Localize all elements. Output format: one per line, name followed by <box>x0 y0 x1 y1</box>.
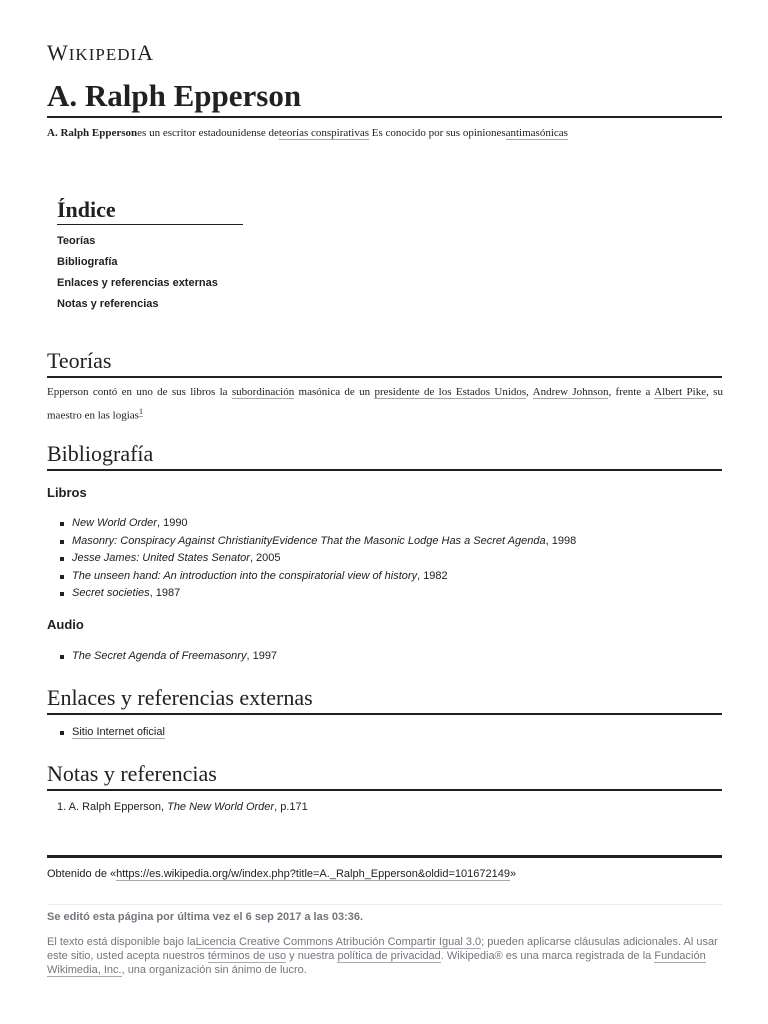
reference-author: A. Ralph Epperson, <box>66 801 168 813</box>
list-item <box>57 533 717 551</box>
table-of-contents <box>57 196 243 315</box>
subheading-audio: Audio <box>47 617 84 632</box>
reference-number[interactable]: 1. <box>57 801 67 813</box>
references-list <box>57 799 308 816</box>
link-subordinacion[interactable]: subordinación <box>231 386 295 398</box>
logo-letter: W <box>47 40 69 65</box>
teorias-text: masónica de un <box>294 386 375 398</box>
book-title: New World Order <box>72 517 157 529</box>
book-year: , 2005 <box>249 552 281 564</box>
book-year: , 1987 <box>149 587 181 599</box>
list-item <box>57 550 717 568</box>
license-text-part: El texto está disponible bajo la <box>47 936 196 948</box>
book-title: Secret societies <box>72 587 150 599</box>
link-andrew-johnson[interactable]: Andrew Johnson <box>532 386 609 398</box>
reference-page: , p.171 <box>274 801 308 813</box>
link-antimasonicas[interactable]: antimasónicas <box>505 127 568 139</box>
retrieved-from <box>47 866 516 882</box>
enlaces-list <box>57 724 717 742</box>
list-item <box>57 648 717 666</box>
link-teorias-conspirativas[interactable]: teorías conspirativas <box>278 127 370 139</box>
teorias-text: , frente a <box>608 386 655 398</box>
teorias-text: Epperson contó en uno de sus libros la <box>47 386 232 398</box>
wikipedia-logo[interactable] <box>47 40 154 66</box>
section-heading-enlaces: Enlaces y referencias externas <box>47 684 722 715</box>
page-title: A. Ralph Epperson <box>47 76 722 118</box>
link-presidente-eeuu[interactable]: presidente de los Estados Unidos <box>374 386 527 398</box>
lead-subject: A. Ralph Epperson <box>47 127 138 139</box>
logo-letters: IKIPEDI <box>68 45 138 64</box>
link-terminos-de-uso[interactable]: términos de uso <box>207 950 287 962</box>
retrieved-url-link[interactable]: https://es.wikipedia.org/w/index.php?title=A._Ralph_Epperson&oldid=101672149 <box>116 868 510 880</box>
lead-paragraph <box>47 126 723 140</box>
lead-text: Es conocido por sus opiniones <box>369 127 506 139</box>
reference-work: The New World Order <box>167 801 275 813</box>
license-text-part: . Wikipedia® es una marca registrada de la <box>440 950 655 962</box>
lead-text: es un escritor estadounidense de <box>137 127 279 139</box>
teorias-paragraph <box>47 383 723 426</box>
teorias-text: , <box>526 386 533 398</box>
license-text-part: , una organización sin ánimo de lucro. <box>121 964 307 976</box>
book-year: , 1998 <box>545 534 577 547</box>
link-politica-privacidad[interactable]: política de privacidad <box>337 950 441 962</box>
retrieved-suffix: » <box>509 868 517 880</box>
license-text <box>47 935 727 977</box>
teorias-text: , su maestro en las logias <box>47 386 723 422</box>
book-title: The unseen hand: An introduction into the conspiratorial view of history <box>72 569 418 582</box>
retrieved-prefix: Obtenido de « <box>47 868 117 880</box>
toc-item-teorias[interactable]: Teorías <box>57 235 96 247</box>
license-text-part: y nuestra <box>286 950 338 962</box>
list-item <box>57 515 717 533</box>
toc-item-enlaces[interactable]: Enlaces y referencias externas <box>57 277 218 289</box>
reference-1[interactable] <box>139 407 143 417</box>
subheading-libros: Libros <box>47 485 87 500</box>
list-item <box>57 585 717 603</box>
audio-year: , 1997 <box>246 650 278 662</box>
link-fundacion-wikimedia[interactable]: Fundación Wikimedia, Inc. <box>47 950 706 976</box>
section-heading-notas: Notas y referencias <box>47 760 722 791</box>
toc-list <box>57 231 243 315</box>
reference-item <box>57 799 308 816</box>
list-item <box>57 724 717 742</box>
link-license-cc[interactable]: Licencia Creative Commons Atribución Compartir Igual 3.0 <box>195 936 482 948</box>
section-heading-teorias: Teorías <box>47 347 722 378</box>
link-albert-pike[interactable]: Albert Pike <box>654 386 707 398</box>
libros-list <box>57 515 717 603</box>
section-heading-bibliografia: Bibliografía <box>47 440 722 471</box>
toc-item-bibliografia[interactable]: Bibliografía <box>57 256 118 268</box>
footer-thin-divider <box>47 904 722 905</box>
book-title: Masonry: Conspiracy Against ChristianityEvidence That the Masonic Lodge Has a Secret Agenda <box>72 534 546 547</box>
book-year: , 1982 <box>417 569 448 582</box>
link-sitio-oficial[interactable]: Sitio Internet oficial <box>72 726 165 738</box>
book-year: , 1990 <box>156 517 188 529</box>
book-title: Jesse James: United States Senator <box>72 552 250 564</box>
toc-item-notas[interactable]: Notas y referencias <box>57 298 159 310</box>
list-item <box>57 568 717 586</box>
last-modified: Se editó esta página por última vez el 6 sep 2017 a las 03:36. <box>47 911 364 923</box>
reference-link[interactable]: 1 <box>138 407 143 416</box>
logo-letter-last: A <box>137 40 155 65</box>
toc-title: Índice <box>57 196 243 225</box>
audio-title: The Secret Agenda of Freemasonry <box>72 650 247 662</box>
license-text-part: ; pueden aplicarse cláusulas adicionales. Al usar este sitio, usted acepta nuestros <box>47 936 718 962</box>
footer-divider <box>47 855 722 858</box>
audio-list <box>57 648 717 666</box>
